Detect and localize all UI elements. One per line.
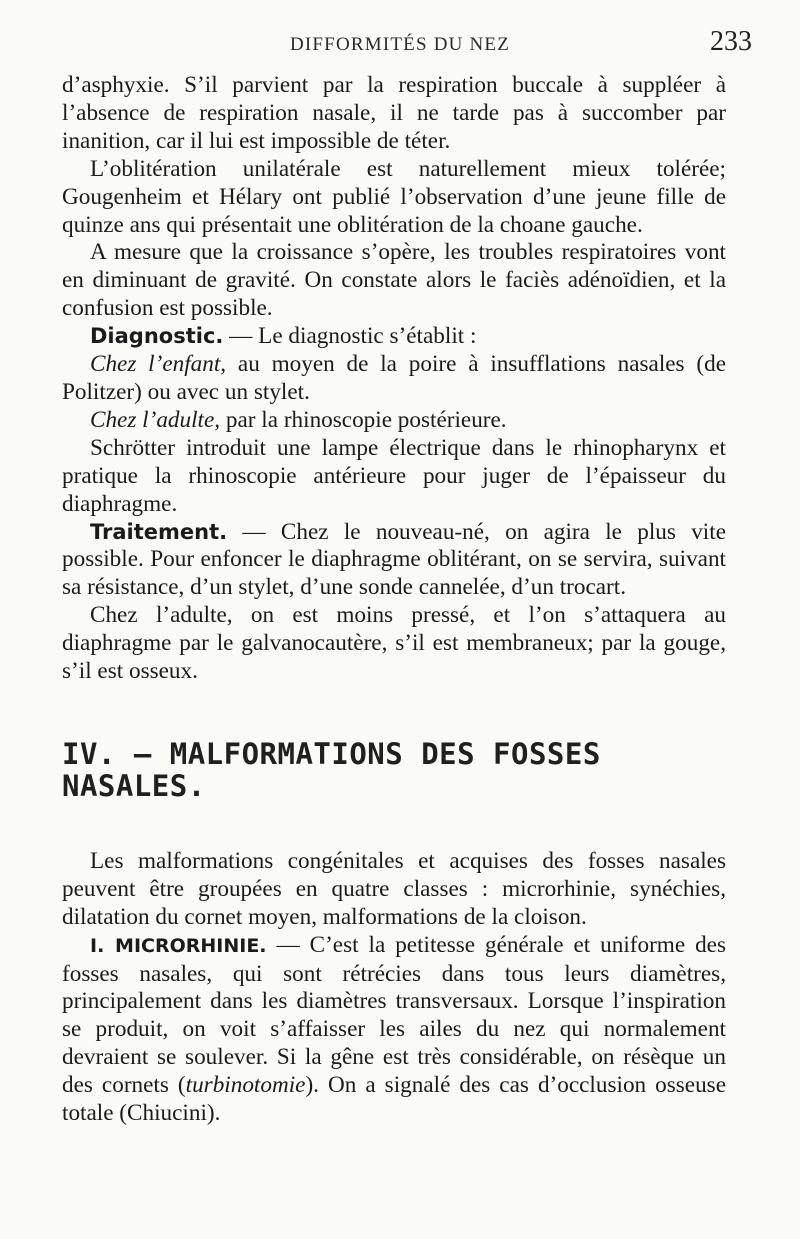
traitement-heading: Traitement. [90,519,228,544]
paragraph-oblitération: L’oblitération unilatérale est naturellement mieux tolérée; Gougenheim et Hélary ont publié l’observation d’une jeune fille de quinze ans qui présentait une oblitération de la choane gauche. [62,155,726,238]
microrhinie-text-after: ). On a signalé des cas d’occlusion osseuse totale (Chiucini). [62,1072,726,1127]
page-number: 233 [710,26,752,57]
microrhinie-text-before: — C’est la petitesse générale et uniforme des fosses nasales, qui sont rétrécies dans tous leurs diamètres, principalement dans les diamètres transversaux. Lorsque l’inspiration se produit, on voit s’affaisser les ailes du nez qui normalement devraient se soulever. Si la gêne est très considérable, on résèque un des cornets ( [62,931,726,1099]
running-head: DIFFORMITÉS DU NEZ [289,34,511,55]
paragraph-adult-treatment: Chez l’adulte, on est moins pressé, et l’on s’attaquera au diaphragme par le galvanocautère, s’il est membraneux; par la gouge, s’il est osseux. [62,602,726,685]
diagnostic-heading: Diagnostic. [90,324,224,349]
paragraph-schrotter: Schrötter introduit une lampe électrique dans le rhinopharynx et pratique la rhinoscopie antérieure pour juger de l’épaisseur du diaphragme. [62,434,726,517]
paragraph-malformations: Les malformations congénitales et acquises des fosses nasales peuvent être groupées en quatre classes : microrhinie, synéchies, dilatation du cornet moyen, malformations de la cloison. [62,847,726,930]
chez-enfant-label: Chez l’enfant, [90,351,227,378]
microrhinie-heading: I. MICRORHINIE. [90,934,267,957]
page-body [62,72,726,1128]
paragraph-microrhinie [62,932,726,1128]
page-header [60,26,752,66]
chez-adulte-text: par la rhinoscopie postérieure. [220,406,507,433]
diagnostic-text: — Le diagnostic s’établit : [223,323,477,350]
microrhinie-italic: turbinotomie [185,1072,306,1099]
paragraph-chez-enfant [62,351,726,407]
paragraph-croissance: A mesure que la croissance s’opère, les troubles respiratoires vont en diminuant de gravité. On constate alors le faciès adénoïdien, et la confusion est possible. [62,239,726,322]
paragraph-traitement [62,519,726,603]
chez-enfant-text: au moyen de la poire à insufflations nasales (de Politzer) ou avec un stylet. [62,351,727,405]
section-title: IV. — MALFORMATIONS DES FOSSES NASALES. [62,736,601,803]
paragraph-chez-adulte [62,407,726,435]
traitement-text: — Chez le nouveau-né, on agira le plus vite possible. Pour enfoncer le diaphragme oblitérant, on se servira, suivant sa résistance, d’un stylet, d’une sonde cannelée, d’un trocart. [62,518,726,601]
paragraph-diagnostic [62,323,726,351]
paragraph-asphyxie: d’asphyxie. S’il parvient par la respiration buccale à suppléer à l’absence de respiration nasale, il ne tarde pas à succomber par inanition, car il lui est impossible de téter. [62,72,726,154]
chez-adulte-label: Chez l’adulte, [90,406,221,433]
